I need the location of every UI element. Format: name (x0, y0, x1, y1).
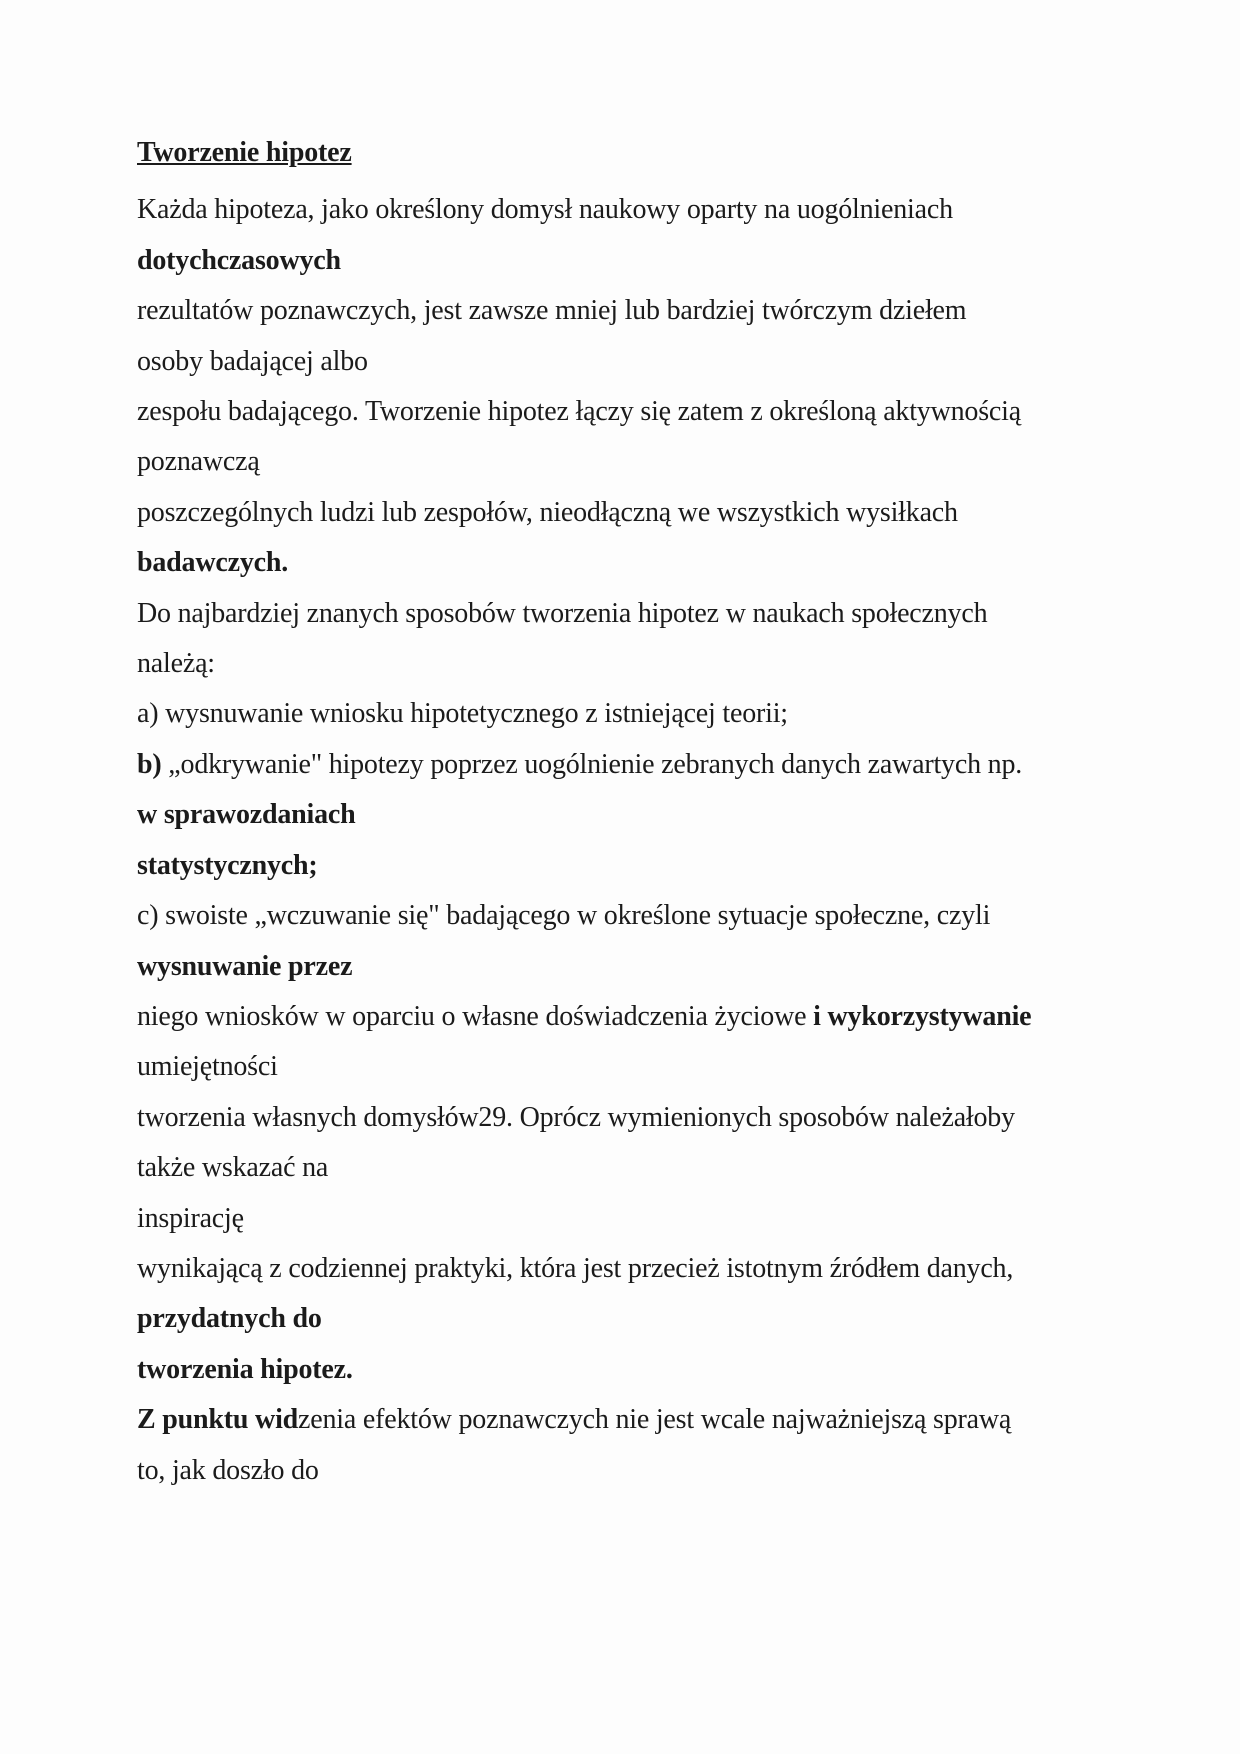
text-segment: Każda hipoteza, jako określony domysł naukowy oparty na uogólnieniach (137, 194, 953, 226)
text-line (137, 236, 1150, 286)
page-title: Tworzenie hipotez (137, 137, 352, 168)
text-segment: inspirację (137, 1202, 244, 1234)
text-segment: tworzenia własnych domysłów29. Oprócz wymienionych sposobów należałoby (137, 1101, 1015, 1133)
text-segment: poznawczą (137, 446, 260, 478)
text-segment: w sprawozdaniach (137, 799, 356, 831)
text-line (137, 992, 1150, 1042)
text-segment: c) swoiste „wczuwanie się" badającego w określone sytuacje społeczne, czyli (137, 900, 991, 932)
text-line (137, 1395, 1150, 1445)
text-segment: umiejętności (137, 1051, 278, 1083)
text-line (137, 1446, 1150, 1496)
text-line (137, 488, 1150, 538)
text-segment: niego wniosków w oparciu o własne doświadczenia życiowe (137, 1000, 814, 1032)
text-segment: b) (137, 748, 169, 780)
paragraph-lines (137, 185, 1150, 1496)
text-line (137, 841, 1150, 891)
text-segment: Do najbardziej znanych sposobów tworzenia hipotez w naukach społecznych (137, 597, 988, 629)
text-line (137, 1143, 1150, 1193)
text-line (137, 1345, 1150, 1395)
text-line (137, 689, 1150, 739)
text-segment: badawczych. (137, 547, 289, 579)
text-line (137, 891, 1150, 941)
document-body (137, 128, 1150, 1496)
text-line (137, 589, 1150, 639)
text-segment: i wykorzystywanie (813, 1000, 1032, 1032)
text-segment: zenia efektów poznawczych nie jest wcale najważniejszą sprawą (298, 1404, 1012, 1436)
text-segment: to, jak doszło do (137, 1454, 319, 1486)
text-line (137, 538, 1150, 588)
text-segment: poszczególnych ludzi lub zespołów, nieodłączną we wszystkich wysiłkach (137, 496, 958, 528)
text-line (137, 740, 1150, 790)
text-line (137, 1093, 1150, 1143)
text-line (137, 790, 1150, 840)
text-line (137, 1294, 1150, 1344)
text-segment: zespołu badającego. Tworzenie hipotez łączy się zatem z określoną aktywnością (137, 396, 1021, 428)
text-segment: przydatnych do (137, 1303, 322, 1335)
text-line (137, 337, 1150, 387)
text-segment: dotychczasowych (137, 244, 341, 276)
text-line (137, 1194, 1150, 1244)
text-segment: rezultatów poznawczych, jest zawsze mniej lub bardziej twórczym dziełem (137, 295, 967, 327)
text-segment: należą: (137, 648, 215, 680)
text-line (137, 942, 1150, 992)
text-line (137, 1042, 1150, 1092)
text-segment: Z punktu wid (137, 1404, 299, 1436)
text-segment: wynikającą z codziennej praktyki, która jest przecież istotnym źródłem danych, (137, 1252, 1014, 1284)
text-line (137, 639, 1150, 689)
text-segment: wysnuwanie przez (137, 950, 353, 982)
text-segment: a) wysnuwanie wniosku hipotetycznego z istniejącej teorii; (137, 698, 788, 730)
text-segment: tworzenia hipotez. (137, 1353, 353, 1385)
text-segment: także wskazać na (137, 1152, 329, 1184)
text-line (137, 387, 1150, 437)
text-segment: statystycznych; (137, 849, 318, 881)
text-segment: „odkrywanie" hipotezy poprzez uogólnienie zebranych danych zawartych np. (168, 748, 1023, 780)
text-line (137, 1244, 1150, 1294)
text-segment: osoby badającej albo (137, 345, 368, 377)
text-line (137, 286, 1150, 336)
text-line (137, 185, 1150, 235)
text-line (137, 437, 1150, 487)
